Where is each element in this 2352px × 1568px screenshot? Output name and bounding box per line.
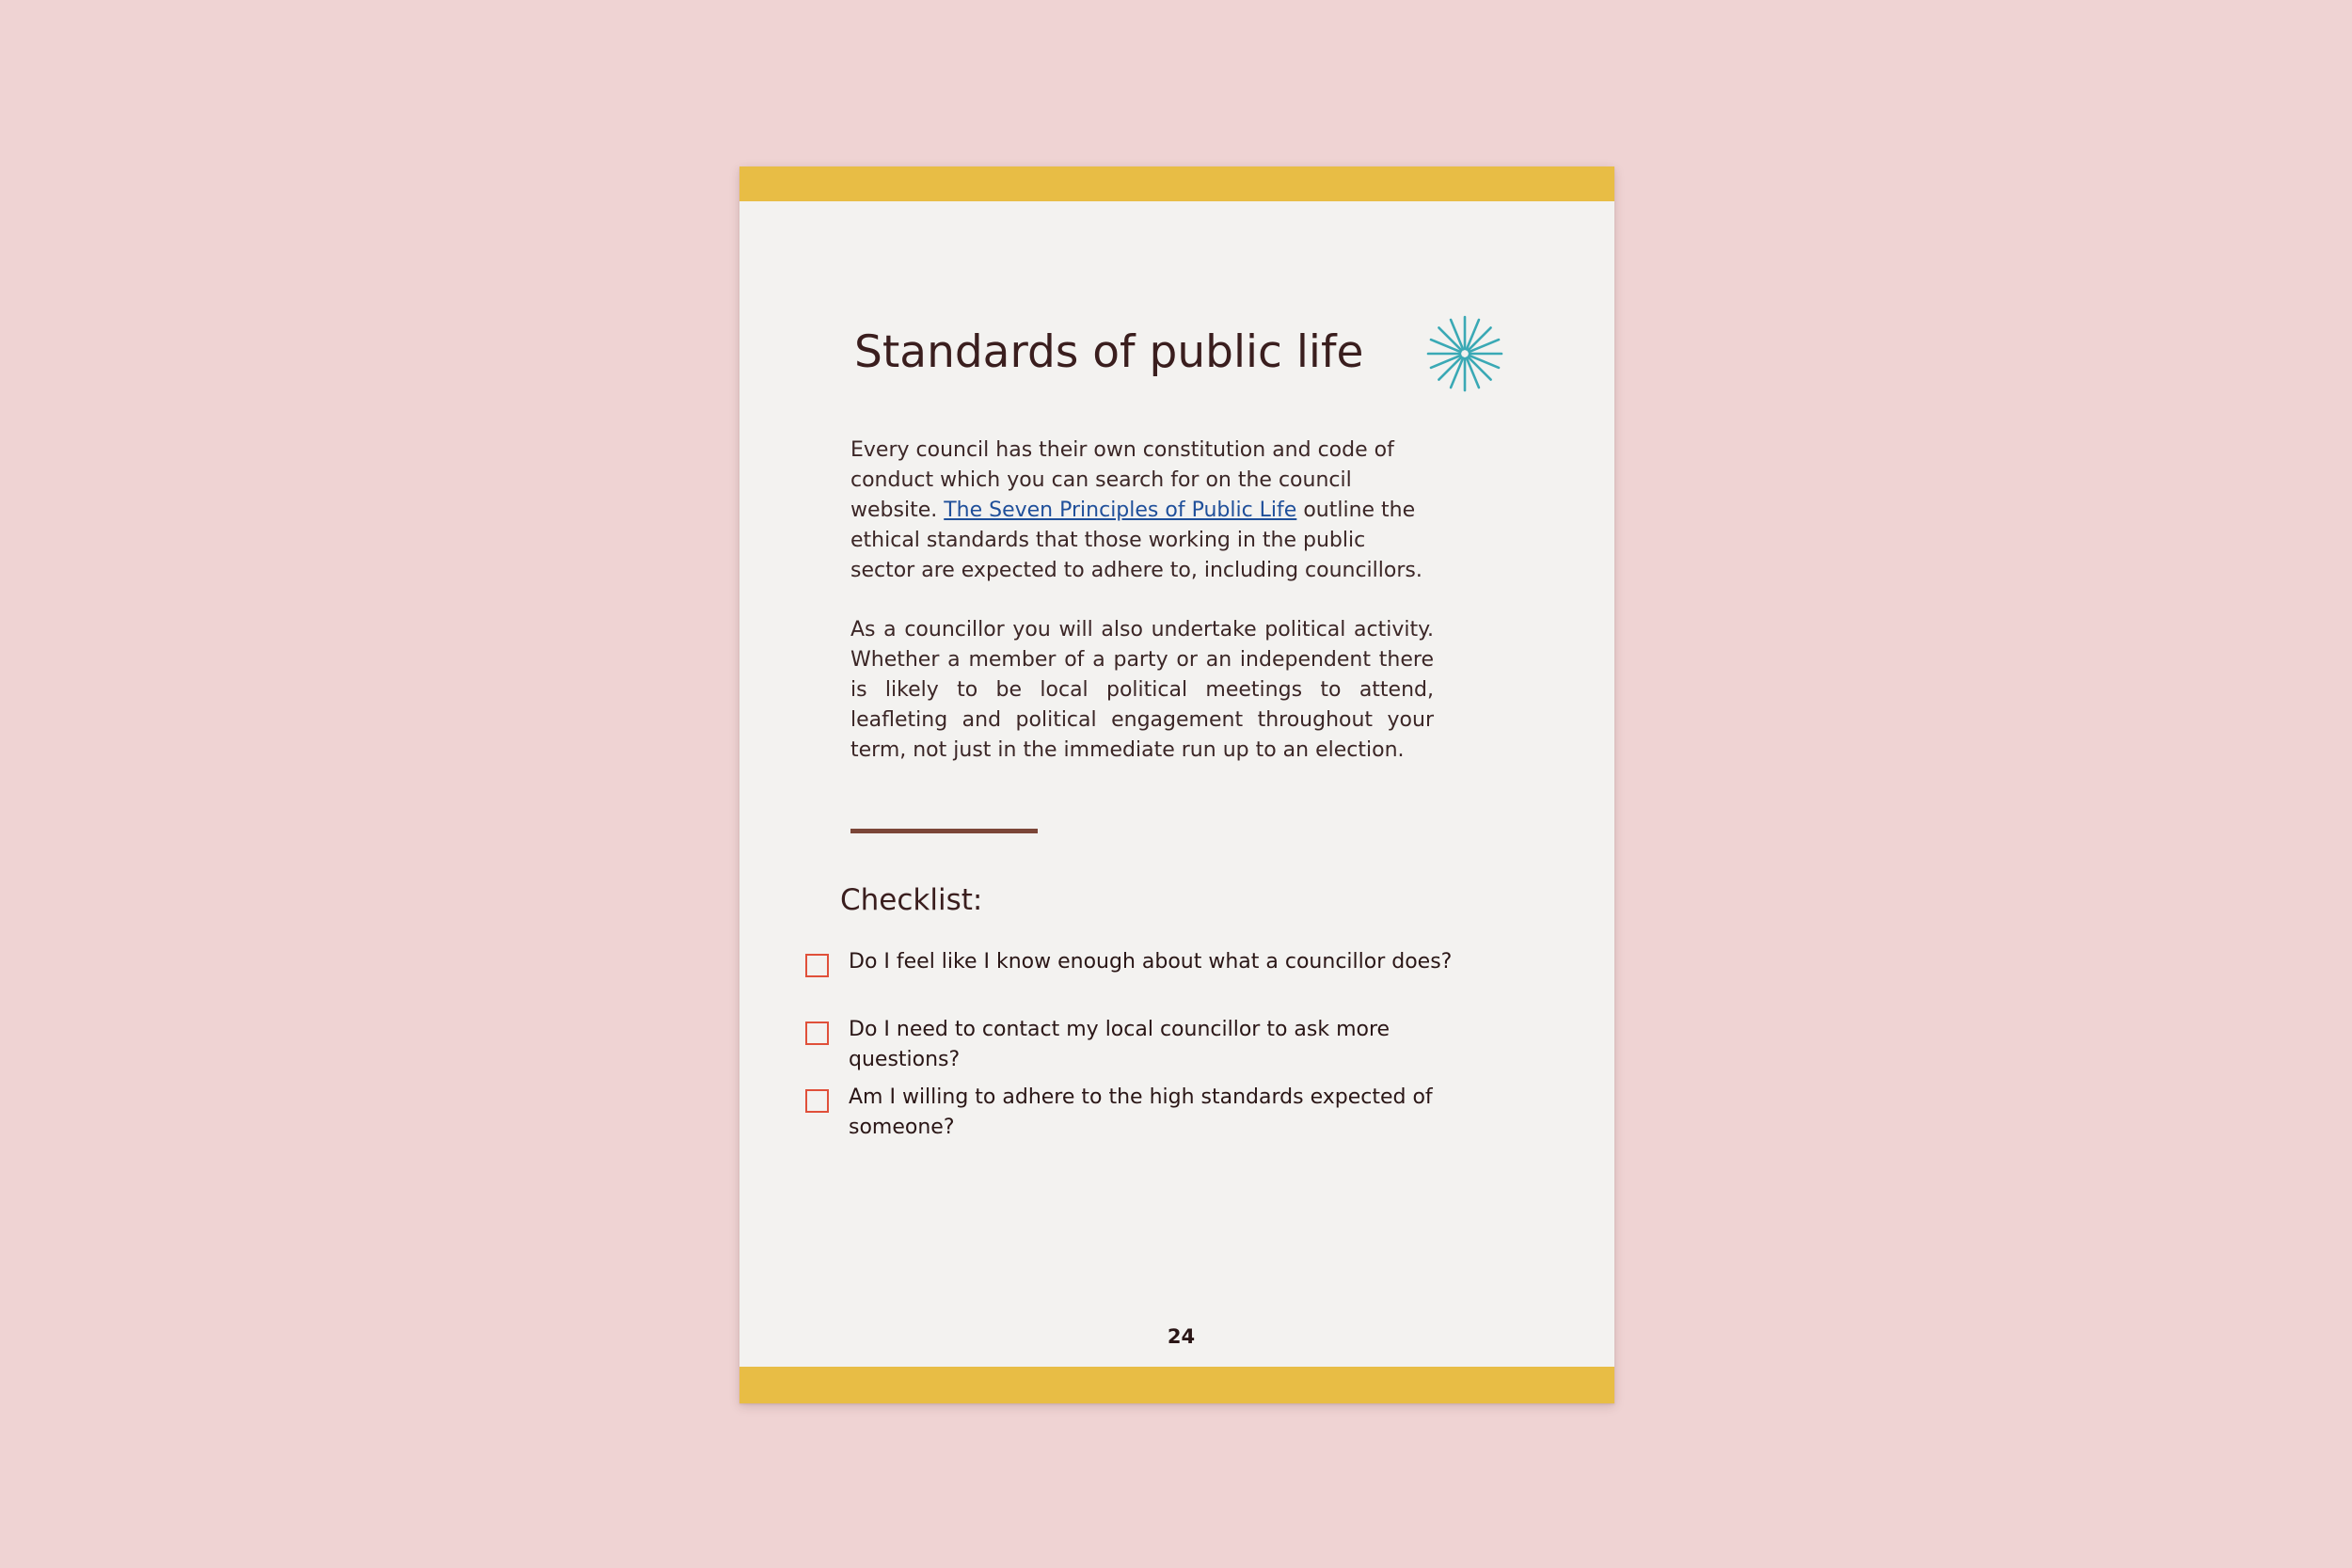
top-color-band <box>739 166 1614 201</box>
intro-text-end: outline the ethical standards that those working in the public sector are expected to adhere to, including councillors. <box>850 499 1422 582</box>
document-page <box>739 166 1614 1403</box>
checklist-item-label: Do I need to contact my local councillor to ask more questions? <box>849 1018 1391 1071</box>
checkbox[interactable] <box>805 954 829 977</box>
seven-principles-link[interactable]: The Seven Principles of Public Life <box>944 499 1297 522</box>
starburst-icon <box>1424 313 1505 394</box>
checklist-item-label: Do I feel like I know enough about what a councillor does? <box>849 950 1453 974</box>
checklist-heading: Checklist: <box>840 883 983 917</box>
checklist-item-label: Am I willing to adhere to the high standards expected of someone? <box>849 1085 1433 1139</box>
bottom-color-band <box>739 1367 1614 1403</box>
page-number: 24 <box>1167 1325 1196 1348</box>
checkbox[interactable] <box>805 1089 829 1113</box>
page-title: Standards of public life <box>854 326 1364 378</box>
intro-text-start: Every council has their own constitution and code of conduct which you can search for on the council website. <box>850 438 1394 522</box>
intro-paragraph <box>850 436 1434 586</box>
section-divider <box>850 829 1038 833</box>
checkbox[interactable] <box>805 1022 829 1045</box>
political-activity-paragraph: As a councillor you will also undertake political activity. Whether a member of a party or an independent there is likely to be local political meetings to attend, leafleting and political engagement throughout your term, not just in the immediate run up to an election. <box>850 618 1434 762</box>
